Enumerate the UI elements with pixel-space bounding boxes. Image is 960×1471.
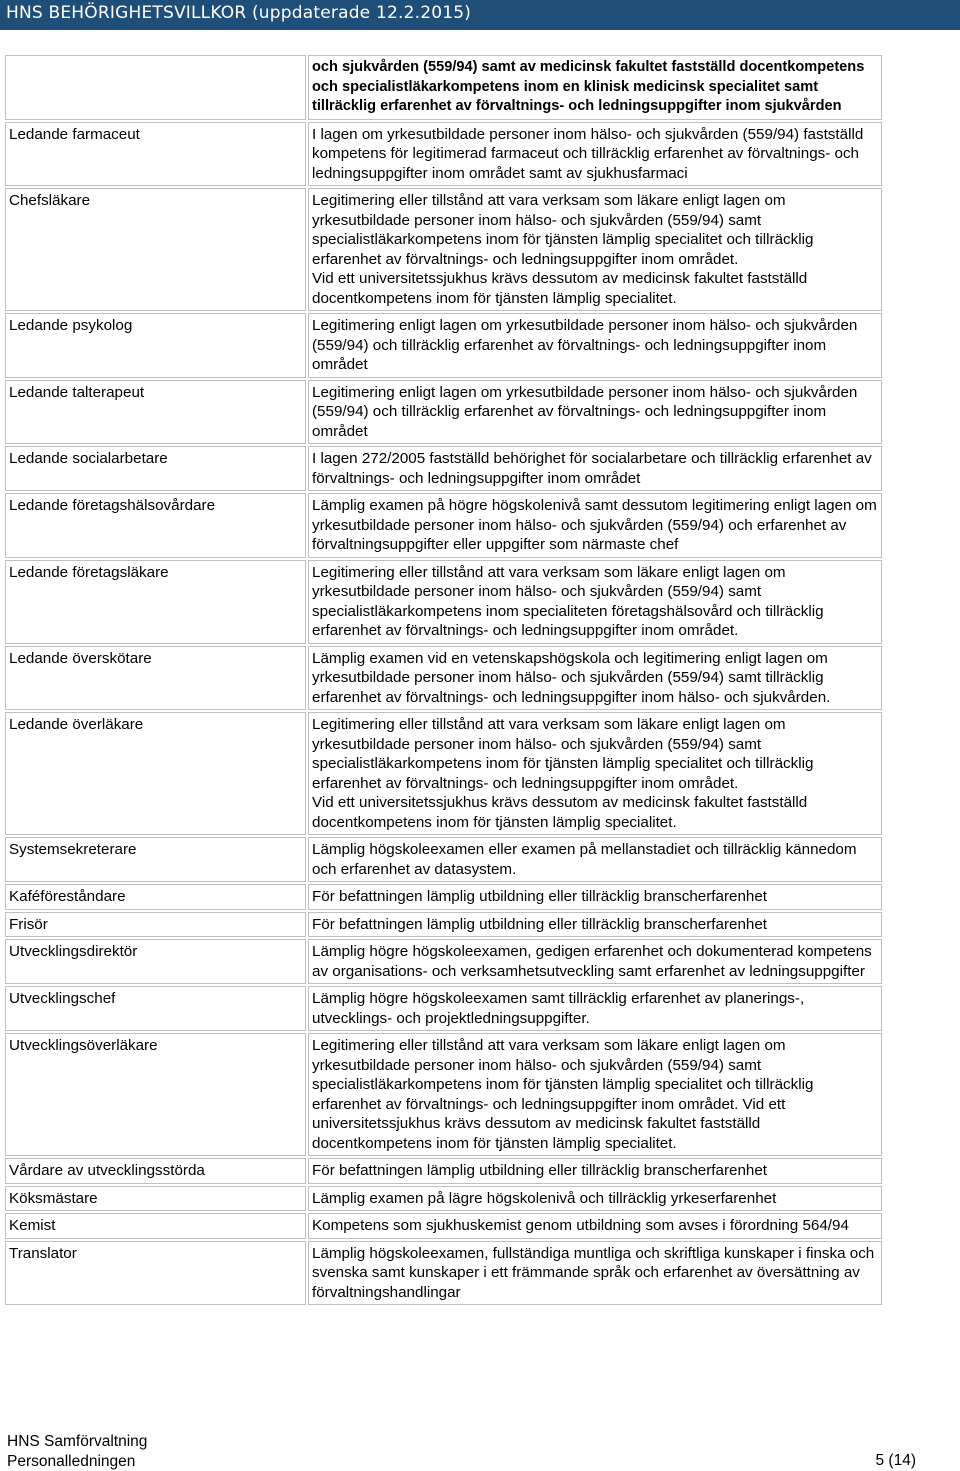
table-row bbox=[5, 1033, 882, 1156]
role-cell: Vårdare av utvecklingsstörda bbox=[5, 1158, 306, 1184]
requirements-text: Legitimering eller tillstånd att vara verksam som läkare enligt lagen om yrkesutbildade personer inom hälso- och sjukvården (559/94) samt specialistläkarkompetens inom för tjänsten lämplig specialitet och tillräcklig erfarenhet av förvaltnings- och ledningsuppgifter inom området. bbox=[312, 192, 814, 268]
table-row bbox=[5, 884, 882, 910]
table-row bbox=[5, 446, 882, 491]
table-row bbox=[5, 837, 882, 882]
requirements-text: Kompetens som sjukhuskemist genom utbildning som avses i förordning 564/94 bbox=[312, 1217, 849, 1234]
requirements-cell bbox=[308, 1241, 882, 1306]
requirements-text: Lämplig högre högskoleexamen, gedigen erfarenhet och dokumenterad kompetens av organisations- och verksamhetsutveckling samt erfarenhet av ledningsuppgifter bbox=[312, 943, 872, 980]
page-number: 5 (14) bbox=[875, 1452, 916, 1469]
role-cell: Ledande företagshälsovårdare bbox=[5, 493, 306, 558]
requirements-text: och sjukvården (559/94) samt av medicinsk fakultet fastställd docentkompetens och specialistläkarkompetens inom en klinisk medicinsk specialitet samt tillräcklig erfarenhet av förvaltnings- och ledningsuppgifter inom sjukvården bbox=[312, 59, 865, 114]
requirements-text: För befattningen lämplig utbildning eller tillräcklig branscherfarenhet bbox=[312, 915, 768, 933]
requirements-text: Lämplig högskoleexamen eller examen på mellanstadiet och tillräcklig kännedom och erfarenhet av datasystem. bbox=[312, 841, 857, 878]
requirements-cell bbox=[308, 884, 882, 910]
table-row bbox=[5, 646, 882, 711]
requirements-cell bbox=[308, 646, 882, 711]
role-cell: Utvecklingsdirektör bbox=[5, 939, 306, 984]
footer-organization: HNS Samförvaltning bbox=[7, 1433, 148, 1450]
table-row bbox=[5, 122, 882, 187]
role-cell: Frisör bbox=[5, 912, 306, 938]
role-cell: Ledande företagsläkare bbox=[5, 560, 306, 644]
requirements-cell bbox=[308, 1033, 882, 1156]
qualifications-table-wrapper bbox=[3, 53, 884, 1307]
role-cell bbox=[5, 55, 306, 120]
role-cell: Utvecklingsöverläkare bbox=[5, 1033, 306, 1156]
requirements-cell bbox=[308, 380, 882, 445]
table-row bbox=[5, 939, 882, 984]
requirements-cell bbox=[308, 837, 882, 882]
role-cell: Translator bbox=[5, 1241, 306, 1306]
table-row bbox=[5, 380, 882, 445]
requirements-cell bbox=[308, 712, 882, 835]
requirements-text: Vid ett universitetssjukhus krävs dessutom av medicinsk fakultet fastställd docentkompetens inom för tjänsten lämplig specialitet. bbox=[312, 270, 808, 307]
role-cell: Kemist bbox=[5, 1213, 306, 1239]
requirements-text: För befattningen lämplig utbildning eller tillräcklig branscherfarenhet bbox=[312, 1162, 768, 1179]
role-cell: Kaféföreståndare bbox=[5, 884, 306, 910]
table-row bbox=[5, 1241, 882, 1306]
document-header bbox=[0, 0, 960, 30]
requirements-text: I lagen om yrkesutbildade personer inom hälso- och sjukvården (559/94) fastställd kompetens för legitimerad farmaceut och tillräcklig erfarenhet av förvaltnings- och ledningsuppgifter inom området samt av sjukhusfarmaci bbox=[312, 125, 864, 182]
table-row bbox=[5, 560, 882, 644]
table-row bbox=[5, 313, 882, 378]
requirements-cell bbox=[308, 446, 882, 491]
role-cell: Ledande överskötare bbox=[5, 646, 306, 711]
requirements-cell bbox=[308, 912, 882, 938]
requirements-cell bbox=[308, 313, 882, 378]
table-row bbox=[5, 493, 882, 558]
table-row bbox=[5, 188, 882, 311]
table-row bbox=[5, 712, 882, 835]
role-cell: Systemsekreterare bbox=[5, 837, 306, 882]
requirements-text: Lämplig examen vid en vetenskapshögskola och legitimering enligt lagen om yrkesutbildade personer inom hälso- och sjukvården (559/94) samt tillräcklig erfarenhet av förvaltnings- och ledningsuppgifter inom hälso- och sjukvården. bbox=[312, 649, 831, 706]
table-row bbox=[5, 912, 882, 938]
page-footer bbox=[7, 1432, 147, 1471]
role-cell: Köksmästare bbox=[5, 1186, 306, 1212]
role-cell: Ledande psykolog bbox=[5, 313, 306, 378]
requirements-text: Legitimering eller tillstånd att vara verksam som läkare enligt lagen om yrkesutbildade personer inom hälso- och sjukvården (559/94) samt specialistläkarkompetens inom specialiteten företagshälsovård och tillräcklig erfarenhet av förvaltnings- och ledningsuppgifter inom området. bbox=[312, 563, 824, 639]
requirements-text: Legitimering eller tillstånd att vara verksam som läkare enligt lagen om yrkesutbildade personer inom hälso- och sjukvården (559/94) samt specialistläkarkompetens inom för tjänsten lämplig specialitet och tillräcklig erfarenhet av förvaltnings- och ledningsuppgifter inom området. bbox=[312, 716, 814, 792]
requirements-text: Vid ett universitetssjukhus krävs dessutom av medicinsk fakultet fastställd docentkompetens inom för tjänsten lämplig specialitet. bbox=[312, 794, 808, 831]
requirements-text: Lämplig examen på lägre högskolenivå och tillräcklig yrkeserfarenhet bbox=[312, 1189, 777, 1207]
requirements-cell bbox=[308, 986, 882, 1031]
role-cell: Chefsläkare bbox=[5, 188, 306, 311]
requirements-text: Legitimering eller tillstånd att vara verksam som läkare enligt lagen om yrkesutbildade personer inom hälso- och sjukvården (559/94) samt specialistläkarkompetens inom för tjänsten lämplig specialitet och tillräcklig erfarenhet av förvaltnings- och ledningsuppgifter inom området. Vid ett universitetssjukhus krävs dessutom av medicinsk fakultet fastställd docentkompetens inom för tjänsten lämplig specialitet. bbox=[312, 1037, 814, 1152]
table-row bbox=[5, 1158, 882, 1184]
table-row bbox=[5, 55, 882, 120]
requirements-cell bbox=[308, 1186, 882, 1212]
qualifications-table bbox=[3, 53, 884, 1307]
requirements-text: Lämplig högre högskoleexamen samt tillräcklig erfarenhet av planerings-, utvecklings- och projektledningsuppgifter. bbox=[312, 990, 805, 1027]
role-cell: Ledande överläkare bbox=[5, 712, 306, 835]
footer-department: Personalledningen bbox=[7, 1452, 136, 1470]
requirements-cell bbox=[308, 1158, 882, 1184]
table-row bbox=[5, 1186, 882, 1212]
requirements-cell bbox=[308, 939, 882, 984]
role-cell: Ledande talterapeut bbox=[5, 380, 306, 445]
role-cell: Utvecklingschef bbox=[5, 986, 306, 1031]
requirements-cell bbox=[308, 122, 882, 187]
requirements-text: För befattningen lämplig utbildning eller tillräcklig branscherfarenhet bbox=[312, 888, 768, 905]
requirements-cell bbox=[308, 1213, 882, 1239]
role-cell: Ledande socialarbetare bbox=[5, 446, 306, 491]
requirements-text: Lämplig högskoleexamen, fullständiga muntliga och skriftliga kunskaper i finska och svenska samt kunskaper i ett främmande språk och erfarenhet av översättning av förvaltningshandlingar bbox=[312, 1244, 875, 1301]
document-title: HNS BEHÖRIGHETSVILLKOR (uppdaterade 12.2.2015) bbox=[6, 3, 472, 23]
requirements-text: Legitimering enligt lagen om yrkesutbildade personer inom hälso- och sjukvården (559/94) och tillräcklig erfarenhet av förvaltnings- och ledningsuppgifter inom området bbox=[312, 383, 858, 440]
requirements-cell bbox=[308, 188, 882, 311]
table-row bbox=[5, 986, 882, 1031]
requirements-text: I lagen 272/2005 fastställd behörighet för socialarbetare och tillräcklig erfarenhet av förvaltnings- och ledningsuppgifter inom området bbox=[312, 450, 872, 487]
role-cell: Ledande farmaceut bbox=[5, 122, 306, 187]
requirements-text: Lämplig examen på högre högskolenivå samt dessutom legitimering enligt lagen om yrkesutbildade personer inom hälso- och sjukvården (559/94) och erfarenhet av förvaltningsuppgifter eller uppgifter som närmaste chef bbox=[312, 497, 877, 553]
requirements-text: Legitimering enligt lagen om yrkesutbildade personer inom hälso- och sjukvården (559/94) och tillräcklig erfarenhet av förvaltnings- och ledningsuppgifter inom området bbox=[312, 317, 858, 373]
requirements-cell bbox=[308, 55, 882, 120]
qualifications-table-body bbox=[5, 55, 882, 1305]
table-row bbox=[5, 1213, 882, 1239]
requirements-cell bbox=[308, 560, 882, 644]
requirements-cell bbox=[308, 493, 882, 558]
